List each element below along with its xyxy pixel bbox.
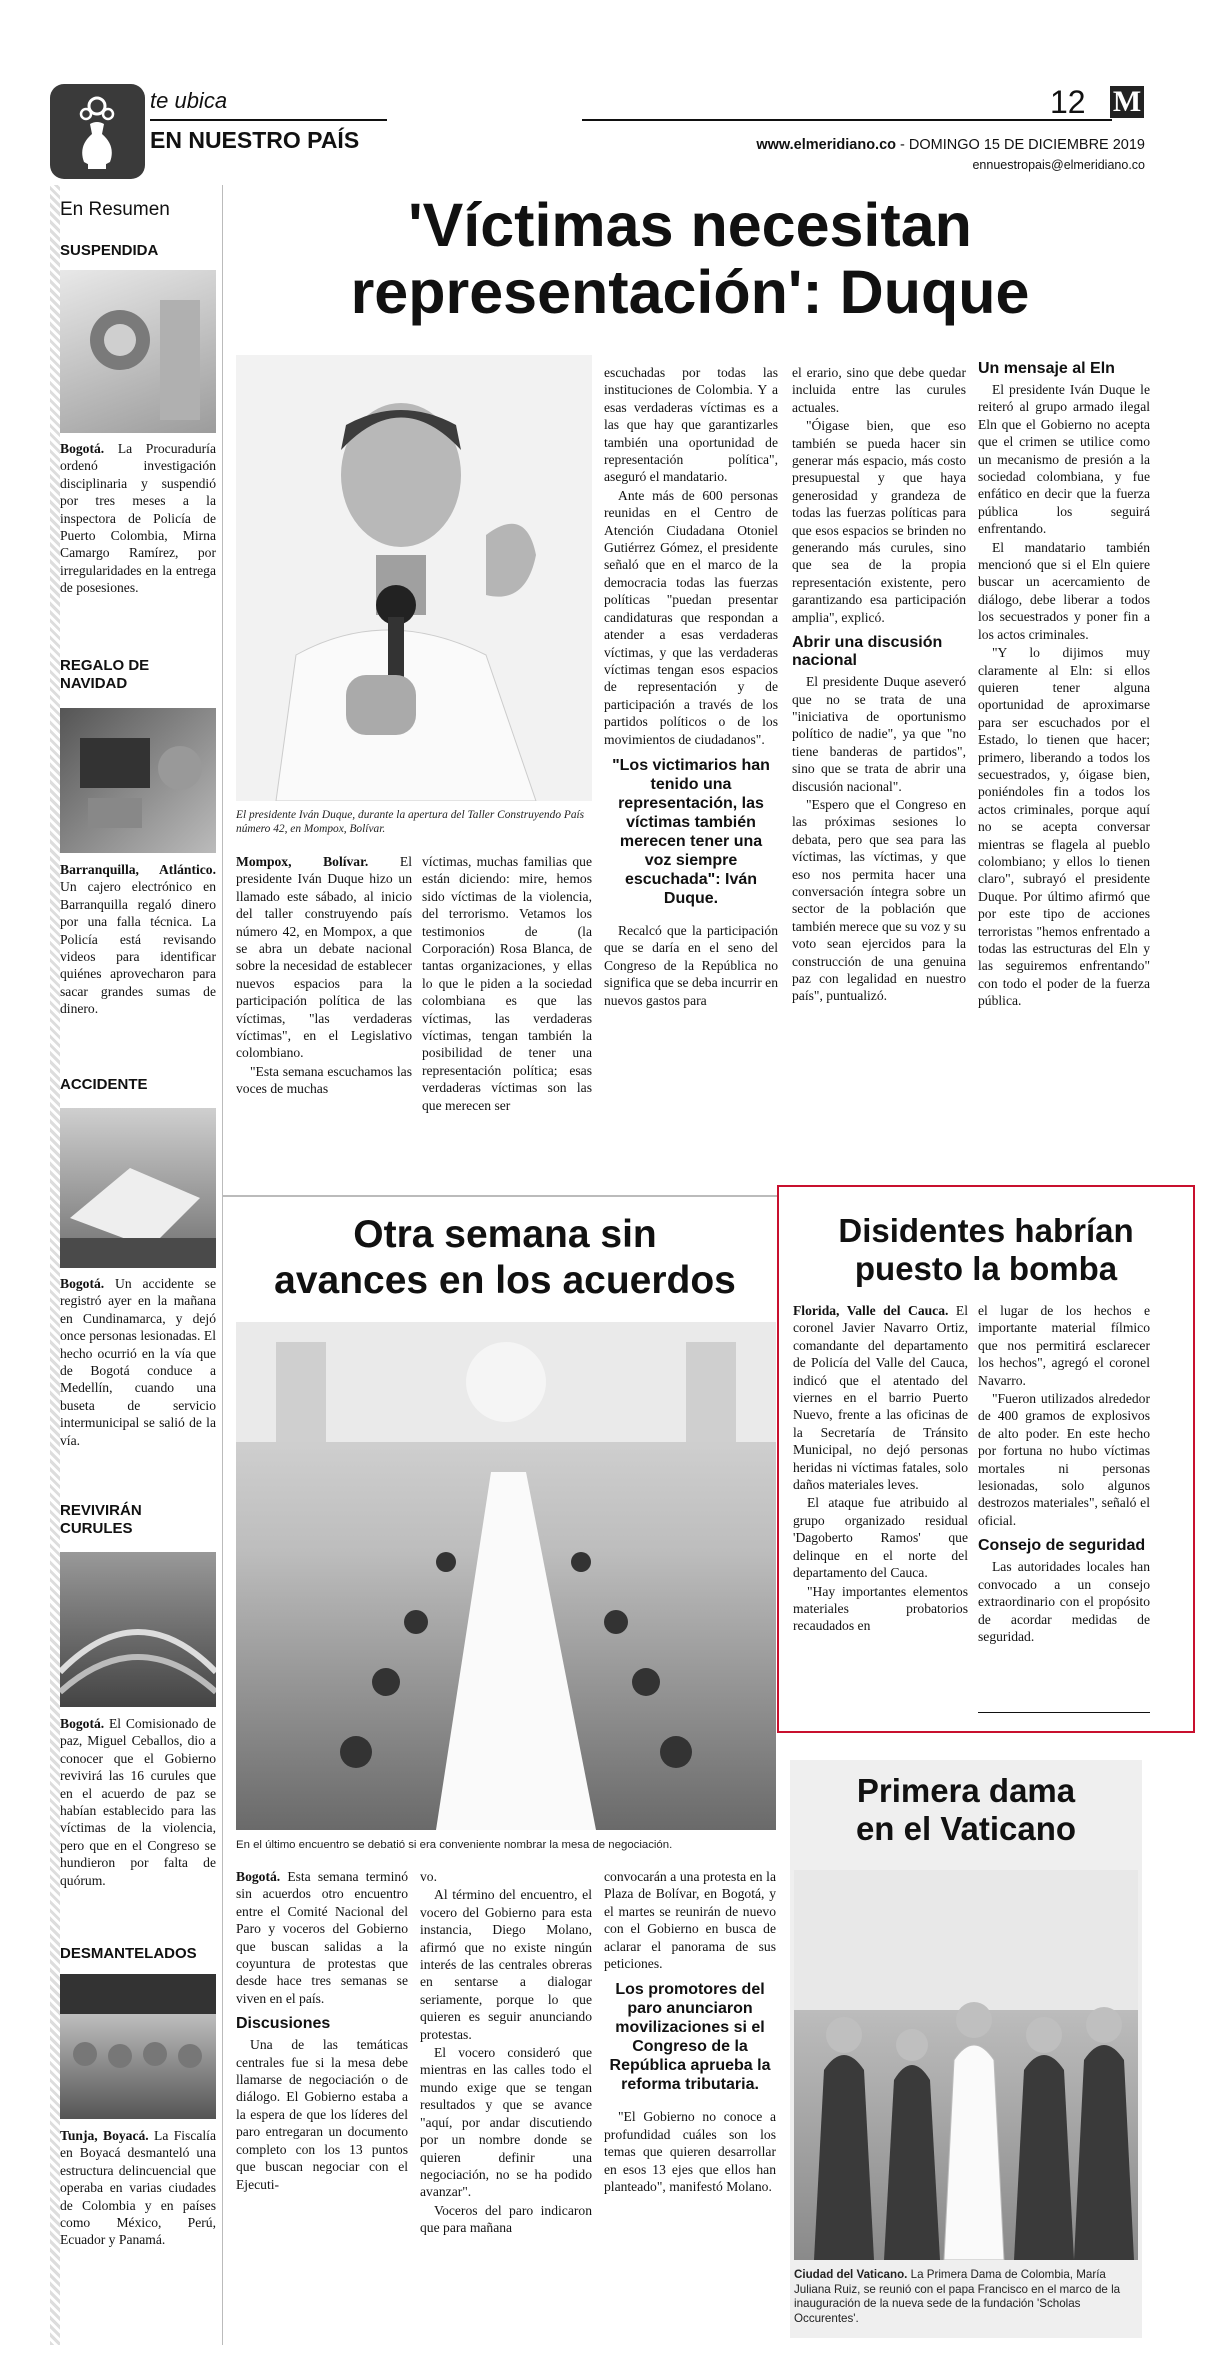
main-paragraph: "Esta semana escuchamos las voces de muchas <box>236 1063 412 1097</box>
summary-photo-police <box>60 270 216 433</box>
main-col-1 <box>236 853 412 1193</box>
summary-body: La Procuraduría ordenó investigación disciplinaria y suspendió por tres meses a la inspectora de Policía de Puerto Colombia, Mirna Camargo Ramírez, por irregularidades en la entrega de posesiones. <box>60 441 216 596</box>
section-title: EN NUESTRO PAÍS <box>150 127 360 153</box>
fourth-headline <box>790 1772 1142 1848</box>
third-paragraph: "Fueron utilizados alrededor de 400 gramos de explosivos de alto poder. En este hecho por fortuna no hubo víctimas mortales ni personas lesionadas, solo algunos destrozos materiales", señaló el oficial. <box>978 1391 1150 1528</box>
main-dateline: Mompox, Bolívar. <box>236 854 369 869</box>
issue-date: DOMINGO 15 DE DICIEMBRE 2019 <box>908 137 1145 153</box>
third-rule <box>978 1712 1150 1713</box>
main-paragraph: víctimas, muchas familias que están diciendo: mire, hemos sido víctimas de la violencia, del terrorismo. Vetamos los testimonios de (la Corporación) Rosa Blanca, de tantas organizaciones, y ellas lo que le piden a la sociedad colombiana es que las víctimas, las verdaderas víctimas, tengan también la posibilidad de tener una representación política; esas verdaderas víctimas son las que merecen ser <box>422 854 592 1113</box>
second-paragraph: El vocero consideró que mientras en las calles todo el mundo exige que se tengan resultados y que se avance "aquí, por andar discutiendo por un nombre donde se quieren definir una negociación, no se ha podido avanzar". <box>420 2045 592 2200</box>
main-paragraph: "Óigase bien, que eso también se pueda hacer sin generar más espacio, más costo presupuestal y que haya generosidad y grandeza de todas las fuerzas políticas para que esos espacios se brinden no generando más curules, sino que sea de la propia representación existente, pero garantizando esa participación amplia", explicó. <box>792 418 966 625</box>
summary-photo-bus <box>60 1108 216 1268</box>
main-photo-caption: El presidente Iván Duque, durante la apertura del Taller Construyendo País número 42, en Mompox, Bolívar. <box>236 809 585 835</box>
third-paragraph: Las autoridades locales han convocado a un consejo extraordinario con el propósito de acordar medidas de seguridad. <box>978 1559 1150 1644</box>
main-pull-quote: "Los victimarios han tenido una representación, las víctimas también merecen tener una voz siempre escuchada": Iván Duque. <box>612 756 770 907</box>
main-paragraph: El presidente Iván Duque hizo un llamado este sábado, al inicio del taller construyendo país número 42, en Mompox, a que se abra un debate nacional sobre la necesidad de establecer nuevos espacios para la participación política de las víctimas, "las verdaderas víctimas", en el Legislativo colombiano. <box>236 854 412 1061</box>
summary-text-accidente <box>60 1275 216 1503</box>
summary-text-suspendida <box>60 440 216 632</box>
second-subhead-discusiones: Discusiones <box>236 2015 331 2033</box>
page-number: 12 <box>1050 84 1086 120</box>
main-paragraph: "Espero que el Congreso en las próximas sesiones lo debata, pero que sea para las víctimas, las víctimas, y que eso nos permita hacer una conversación íntegra sobre un sector de la población que también merece que su voz y su voto sean ejercidos para la construcción de una genuina paz con legalidad en nuestro país", puntualizó. <box>792 796 966 1004</box>
second-paragraph: vo. <box>420 1869 437 1884</box>
summary-place: Bogotá. <box>60 441 105 456</box>
second-paragraph: Al término del encuentro, el vocero del Gobierno para esta instancia, Diego Molano, afirmó que no existe ningún interés de las centrales obreras en sentarse a dialogar seriamente, porque lo que quieren es seguir anunciando protestas. <box>420 1887 592 2042</box>
main-paragraph: El presidente Duque aseveró que no se trata de una "iniciativa de oportunismo político de nadie", ya que "no tiene banderas de partidos", sino que se trata de abrir una discusión nacional". <box>792 674 966 794</box>
third-paragraph: El ataque fue atribuido al grupo organizado residual 'Dagoberto Ramos' que delinque en el norte del departamento del Cauca. <box>793 1495 968 1581</box>
main-col-4 <box>792 364 966 1192</box>
summary-heading-suspendida: SUSPENDIDA <box>60 242 159 259</box>
main-subhead-eln: Un mensaje al Eln <box>978 360 1115 377</box>
section-divider <box>222 1195 777 1197</box>
dateline-sep: - <box>896 137 909 153</box>
second-headline-line2: avances en los acuerdos <box>274 1259 736 1302</box>
summary-photo-arrests <box>60 1974 216 2119</box>
summary-heading-curules: REVIVIRÁN CURULES <box>60 1502 142 1537</box>
fourth-photo-caption <box>794 2268 1138 2326</box>
kicker-rule <box>150 119 387 121</box>
fourth-caption-text: La Primera Dama de Colombia, María Juliana Ruiz, se reunió con el papa Francisco en el marco de la inauguración de la nueva sede de la fundación 'Scholas Occurentes'. <box>794 2268 1121 2325</box>
main-col-2 <box>422 853 592 1193</box>
summary-place: Bogotá. <box>60 1276 105 1291</box>
second-headline <box>230 1212 780 1304</box>
second-pull-quote: Los promotores del paro anunciaron movilizaciones si el Congreso de la República aprueba la reforma tributaria. <box>609 1981 771 2094</box>
second-paragraph: convocarán a una protesta en la Plaza de Bolívar, en Bogotá, y el martes se reunirán de nuevo con el Gobierno en busca de aclarar el panorama de sus peticiones. <box>604 1869 776 1972</box>
main-paragraph: el erario, sino que debe quedar incluida entre las curules actuales. <box>792 365 966 415</box>
section-email[interactable]: ennuestropais@elmeridiano.co <box>972 158 1145 172</box>
summary-photo-atm <box>60 708 216 853</box>
second-col-2 <box>420 1868 592 2348</box>
vase-emblem-icon <box>50 84 145 179</box>
fourth-photo-vatican <box>794 1870 1138 2260</box>
sidebar-texture <box>50 185 60 2345</box>
second-dateline: Bogotá. <box>236 1869 281 1884</box>
second-paragraph: Voceros del paro indicaron que para mañana <box>420 2202 592 2236</box>
main-paragraph: Ante más de 600 personas reunidas en el Centro de Atención Ciudadana Otoniel Gutiérrez Gómez, el presidente señaló que en el marco de la democracia todas las fuerzas políticas "puedan presentar candidaturas que respondan a atender a esas verdaderas víctimas, y que las verdaderas víctimas tengan esos espacios de representación y de participación a través de los partidos políticos o de los movimientos de ciudadanos". <box>604 487 778 747</box>
second-paragraph: "El Gobierno no conoce a profundidad cuáles son los temas que quieren desarrollar en esos 13 ejes que ellos han planteado", manifestó Molano. <box>604 2109 776 2195</box>
summary-body: El Comisionado de paz, Miguel Ceballos, dio a conocer que el Gobierno revivirá las 16 curules que en el acuerdo de paz se habían establecido para las víctimas de la violencia, pero que en el Congreso se hundieron por falta de quórum. <box>60 1716 216 1888</box>
third-paragraph: el lugar de los hechos e importante material fílmico que nos permitirá esclarecer los hechos", agregó el coronel Navarro. <box>978 1303 1150 1388</box>
dateline <box>600 136 1145 154</box>
main-photo-duque <box>236 355 592 801</box>
summary-photo-congress <box>60 1552 216 1707</box>
third-subhead-consejo: Consejo de seguridad <box>978 1537 1146 1555</box>
main-headline-line1: 'Víctimas necesitan <box>408 191 972 259</box>
main-paragraph: "Y lo dijimos muy claramente al Eln: si ellos quieren tener alguna oportunidad de aproximarse para ser escuchados por el Estado, lo tienen que hacer; primero, liberando a todos los secuestrados, y, óigase bien, poniéndoles fin a todos los actos criminales, porque aquí no se acepta conversar mientras se flagela al pueblo colombiano; y ellos lo tienen claro", subrayó el presidente Duque. Por último afirmó que por este tipo de acciones terroristas "hemos enfrentado a todas las estructuras del Eln y las seguiremos enfrentando" con todo el poder de la fuerza pública. <box>978 645 1150 1009</box>
main-col-3 <box>604 364 778 1192</box>
main-col-5 <box>978 360 1150 1192</box>
second-photo-caption: En el último encuentro se debatió si era conveniente nombrar la mesa de negociación. <box>236 1839 673 1851</box>
main-headline <box>230 192 1150 326</box>
main-paragraph: El presidente Iván Duque le reiteró al grupo armado ilegal Eln que el Gobierno no acepta que el crimen se utilice como un mecanismo de presión a la sociedad colombiana, y fue enfático en decir que la fuerza pública los seguirá enfrentando. <box>978 382 1150 537</box>
summary-heading-accidente: ACCIDENTE <box>60 1076 148 1093</box>
main-headline-line2: representación': Duque <box>350 258 1030 326</box>
summary-body: Un accidente se registró ayer en la mañana en Cundinamarca, y dejó once personas lesionadas. El hecho ocurrió en la vía que de Bogotá conduce a Medellín, cuando una buseta de servicio intermunicipal se salió de la vía. <box>60 1276 216 1448</box>
main-paragraph: El mandatario también mencionó que si el Eln quiere buscar un acercamiento de diálogo, debe liberar a todos los secuestrados y poner fin a los actos criminales. <box>978 539 1150 642</box>
site-url[interactable]: www.elmeridiano.co <box>756 137 897 153</box>
summary-place: Bogotá. <box>60 1716 105 1731</box>
fourth-headline-line1: Primera dama <box>856 1772 1076 1809</box>
summary-place: Tunja, Boyacá. <box>60 2128 149 2143</box>
brand-logo: M <box>1110 86 1144 118</box>
fourth-dateline: Ciudad del Vaticano. <box>794 2268 908 2281</box>
summary-body: La Fiscalía en Boyacá desmanteló una estructura delincuencial que operaba en varias ciudades de Colombia y en países como México, Perú, Ecuador y Panamá. <box>60 2128 216 2248</box>
third-col-1 <box>793 1302 968 1707</box>
header-rule <box>582 119 1112 121</box>
sidebar-title: En Resumen <box>60 199 170 220</box>
summary-body: Un cajero electrónico en Barranquilla regaló dinero por una falla técnica. La Policía está revisando videos para identificar quiénes aprovecharon para sacar grandes sumas de dinero. <box>60 879 216 1017</box>
second-paragraph: Esta semana terminó sin acuerdos otro encuentro entre el Comité Nacional del Paro y voceros del Gobierno que buscan salidas a la coyuntura de protestas que desde hace tres semanas se viven en el país. <box>236 1869 408 2006</box>
section-kicker: te ubica <box>150 88 228 113</box>
third-headline <box>782 1212 1190 1288</box>
third-headline-line2: puesto la bomba <box>854 1250 1118 1287</box>
section-logo <box>50 84 145 179</box>
second-col-1 <box>236 1868 408 2348</box>
summary-place: Barranquilla, Atlántico. <box>60 862 216 877</box>
main-subhead-discusion: Abrir una discusión nacional <box>792 634 943 670</box>
third-paragraph: "Hay importantes elementos materiales probatorios recaudados en <box>793 1583 968 1634</box>
second-paragraph: Una de las temáticas centrales fue si la mesa debe llamarse de negociación o de diálogo. El Gobierno estaba a la espera de que los líderes del paro entregaran un documento completo con los 13 puntos que buscan negociar con el Ejecuti- <box>236 2037 408 2192</box>
third-headline-line1: Disidentes habrían <box>838 1212 1134 1249</box>
second-headline-line1: Otra semana sin <box>353 1213 657 1256</box>
main-paragraph: escuchadas por todas las instituciones de Colombia. Y a esas verdaderas víctimas es a las que hay que garantizarles también una oportunidad de representación política", aseguró el mandatario. <box>604 365 778 485</box>
summary-text-regalo <box>60 861 216 1053</box>
fourth-headline-line2: en el Vaticano <box>855 1810 1077 1847</box>
summary-text-curules <box>60 1715 216 1943</box>
third-paragraph: El coronel Javier Navarro Ortiz, comandante del departamento de Policía del Valle del Cauca, indicó que el atentado del viernes en el barrio Puerto Nuevo, frente a las oficinas de la Secretaría de Tránsito Municipal, no dejó personas heridas ni víctimas fatales, solo daños materiales leves. <box>793 1303 968 1493</box>
summary-text-desmantelados <box>60 2127 216 2337</box>
sidebar-divider <box>222 185 223 2345</box>
second-photo-meeting <box>236 1322 776 1830</box>
third-dateline: Florida, Valle del Cauca. <box>793 1303 949 1318</box>
second-col-3 <box>604 1868 776 2348</box>
third-col-2 <box>978 1302 1150 1707</box>
main-paragraph: Recalcó que la participación que se daría en el seno del Congreso de la República no significa que se deba incurrir en nuevos gastos para <box>604 922 778 1008</box>
summary-heading-desmantelados: DESMANTELADOS <box>60 1945 197 1962</box>
summary-heading-regalo: REGALO DE NAVIDAD <box>60 657 150 692</box>
